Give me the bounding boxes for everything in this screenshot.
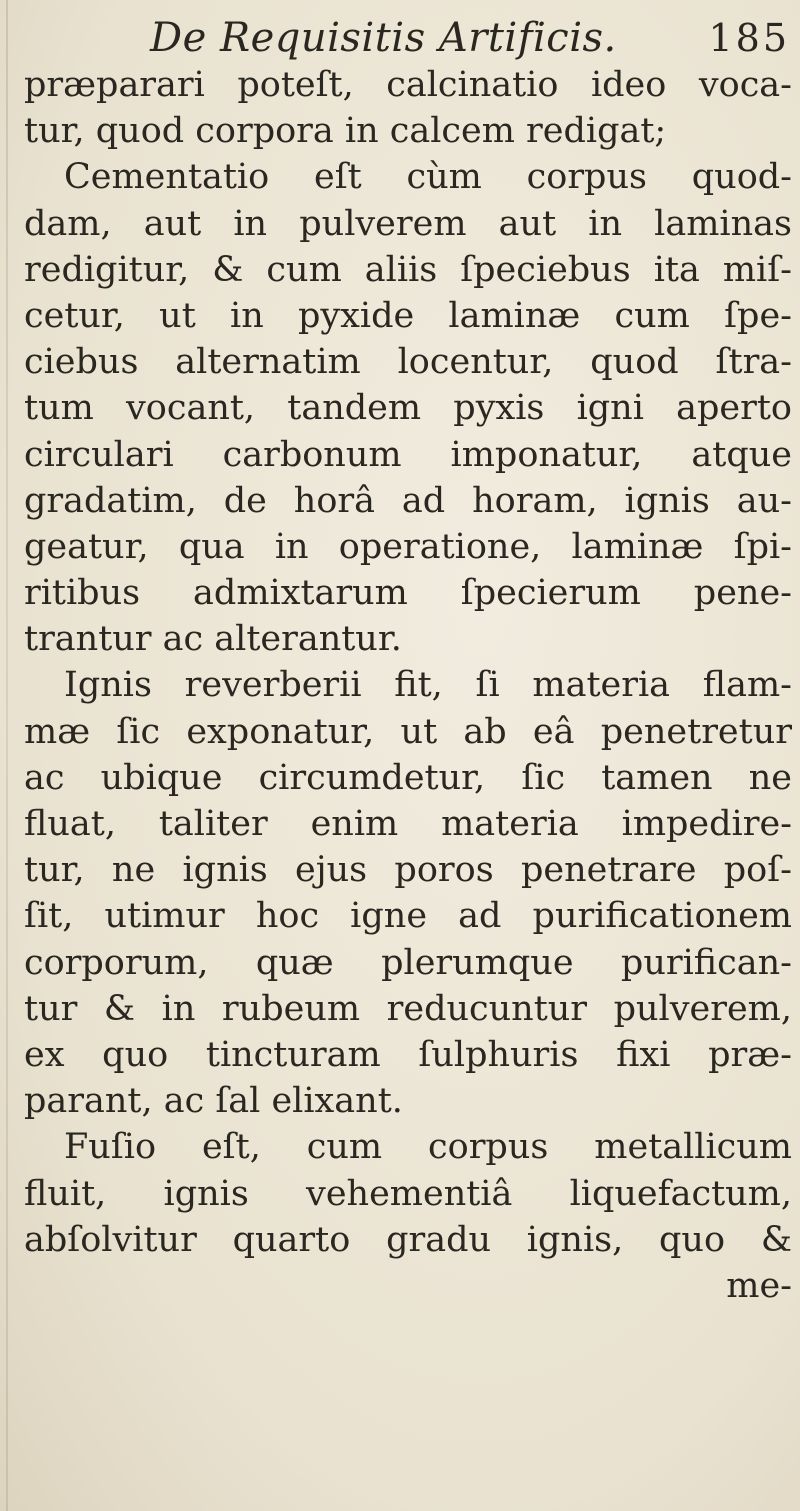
text-line: ſit, utimur hoc igne ad purificationem (24, 896, 792, 937)
text-line: parant, ac ſal elixant. (24, 1081, 403, 1122)
text-line: circulari carbonum imponatur, atque (24, 434, 792, 475)
text-line: corporum, quæ plerumque purifican- (24, 942, 792, 983)
text-line: redigitur, & cum aliis ſpeciebus ita miſ- (24, 249, 792, 290)
text-line: tur & in rubeum reducuntur pulverem, (24, 988, 792, 1029)
text-line: ritibus admixtarum ſpecierum pene- (24, 573, 792, 614)
text-line: Fuſio eſt, cum corpus metallicum (64, 1127, 792, 1168)
catchword: me- (726, 1265, 792, 1306)
page-gutter-edge (6, 0, 8, 1511)
running-title: De Requisitis Artificis. (150, 15, 617, 61)
text-line: mæ ſic exponatur, ut ab eâ penetretur (24, 711, 792, 752)
body-text (24, 62, 792, 1309)
text-line: ciebus alternatim locentur, quod ſtra- (24, 342, 792, 383)
text-line: fluat, taliter enim materia impedire- (24, 804, 792, 844)
text-line: tur, quod corpora in calcem redigat; (24, 111, 667, 152)
text-line: dam, aut in pulverem aut in laminas (24, 203, 792, 244)
text-line: gradatim, de horâ ad horam, ignis au- (24, 480, 792, 521)
text-line: trantur ac alterantur. (24, 619, 402, 660)
text-line: Ignis reverberii fit, ſi materia flam- (64, 665, 792, 706)
text-line: ex quo tincturam ſulphuris fixi præ- (24, 1034, 792, 1075)
text-line: ac ubique circumdetur, ſic tamen ne (24, 757, 792, 798)
text-line: geatur, qua in operatione, laminæ ſpi- (24, 526, 792, 567)
text-line: tum vocant, tandem pyxis igni aperto (24, 388, 792, 429)
text-line: cetur, ut in pyxide laminæ cum ſpe- (24, 295, 792, 336)
page-number: 185 (708, 16, 790, 60)
text-line: tur, ne ignis ejus poros penetrare poſ- (24, 850, 792, 891)
text-line: præparari poteſt, calcinatio ideo voca- (24, 65, 792, 105)
page-header (150, 8, 790, 68)
text-line: Cementatio eſt cùm corpus quod- (64, 157, 792, 198)
text-line: fluit, ignis vehementiâ liquefactum, (24, 1173, 792, 1214)
text-line: abſolvitur quarto gradu ignis, quo & (24, 1219, 792, 1260)
